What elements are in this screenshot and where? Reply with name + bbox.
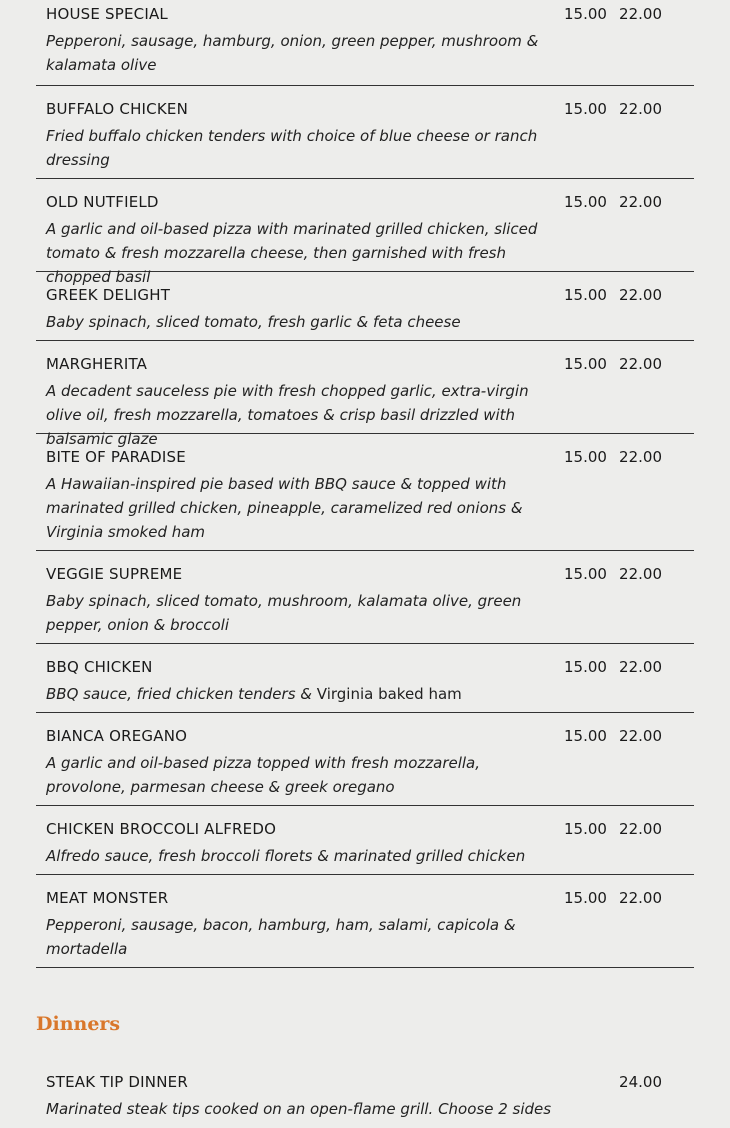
small-price: 15.00: [564, 658, 607, 676]
large-price: 22.00: [619, 193, 662, 211]
menu-item-name: STEAK TIP DINNER: [46, 1073, 188, 1091]
menu-item-description: Alfredo sauce, fresh broccoli florets & marinated grilled chicken: [46, 847, 526, 865]
large-price: 22.00: [619, 820, 662, 838]
description-plain: Virginia baked ham: [316, 685, 462, 703]
small-price: 15.00: [564, 448, 607, 466]
description-italic: BBQ sauce, fried chicken tenders &: [46, 685, 317, 703]
menu-item: [36, 806, 694, 875]
small-price: 15.00: [564, 193, 607, 211]
menu-item: [36, 875, 694, 968]
small-price: 15.00: [564, 889, 607, 907]
menu-item-info: [46, 889, 564, 961]
menu-item-description: Pepperoni, sausage, bacon, hamburg, ham, salami, capicola & mortadella: [46, 916, 516, 958]
small-price: 15.00: [564, 820, 607, 838]
menu-item-name: HOUSE SPECIAL: [46, 5, 168, 23]
large-price: 22.00: [619, 658, 662, 676]
menu-item-description: A decadent sauceless pie with fresh chopped garlic, extra-virgin olive oil, fresh mozzarella, tomatoes & crisp basil drizzled with balsamic glaze: [46, 382, 529, 448]
large-price: 22.00: [619, 565, 662, 583]
large-price: 22.00: [619, 727, 662, 745]
menu-item-description: [46, 682, 564, 706]
menu-item-info: [46, 193, 564, 289]
menu-item: [36, 713, 694, 806]
menu-item-info: [46, 727, 564, 799]
menu-item: [36, 86, 694, 179]
menu-item-name: BBQ CHICKEN: [46, 658, 153, 676]
price: 24.00: [619, 1073, 662, 1091]
menu-item-name: BUFFALO CHICKEN: [46, 100, 188, 118]
menu-item: [36, 0, 694, 86]
menu-item-name: MARGHERITA: [46, 355, 148, 373]
menu-item-description: Pepperoni, sausage, hamburg, onion, green pepper, mushroom & kalamata olive: [46, 32, 539, 74]
pizza-menu-list: [36, 0, 694, 968]
menu-item-description: A garlic and oil-based pizza topped with fresh mozzarella, provolone, parmesan cheese & greek oregano: [46, 754, 481, 796]
menu-item-info: [46, 1073, 564, 1121]
large-price: 22.00: [619, 100, 662, 118]
small-price: 15.00: [564, 727, 607, 745]
large-price: 22.00: [619, 355, 662, 373]
menu-item: [36, 551, 694, 644]
menu-item-name: VEGGIE SUPREME: [46, 565, 183, 583]
menu-item-name: GREEK DELIGHT: [46, 286, 171, 304]
menu-item-description: Fried buffalo chicken tenders with choice of blue cheese or ranch dressing: [46, 127, 538, 169]
menu-item-info: [46, 355, 564, 451]
menu-item-info: [46, 565, 564, 637]
menu-item-description: Marinated steak tips cooked on an open-flame grill. Choose 2 sides: [46, 1100, 552, 1118]
menu-item: [36, 644, 694, 713]
menu-item-description: Baby spinach, sliced tomato, fresh garlic & feta cheese: [46, 313, 461, 331]
large-price: 22.00: [619, 286, 662, 304]
menu-item-description: A Hawaiian-inspired pie based with BBQ sauce & topped with marinated grilled chicken, pineapple, caramelized red onions & Virginia smoked ham: [46, 475, 523, 541]
menu-item-name: OLD NUTFIELD: [46, 193, 159, 211]
menu-item: [36, 179, 694, 286]
menu-item-name: MEAT MONSTER: [46, 889, 169, 907]
menu-item: [36, 1068, 694, 1128]
small-price: 15.00: [564, 565, 607, 583]
menu-item-name: BITE OF PARADISE: [46, 448, 186, 466]
menu-item-description: A garlic and oil-based pizza with marinated grilled chicken, sliced tomato & fresh mozzarella cheese, then garnished with fresh chopped basil: [46, 220, 538, 286]
small-price: 15.00: [564, 5, 607, 23]
menu-item-info: [46, 286, 564, 334]
small-price: 15.00: [564, 355, 607, 373]
section-title-dinners: Dinners: [36, 1013, 121, 1035]
dinner-menu-list: [36, 1068, 694, 1128]
large-price: 22.00: [619, 5, 662, 23]
large-price: 22.00: [619, 448, 662, 466]
menu-item-info: [46, 100, 564, 172]
small-price: 15.00: [564, 100, 607, 118]
menu-item-name: CHICKEN BROCCOLI ALFREDO: [46, 820, 277, 838]
menu-item-info: [46, 658, 564, 706]
large-price: 22.00: [619, 889, 662, 907]
menu-item: [36, 341, 694, 448]
menu-item-info: [46, 820, 564, 868]
menu-item-name: BIANCA OREGANO: [46, 727, 188, 745]
menu-item: [36, 434, 694, 551]
menu-item-description: Baby spinach, sliced tomato, mushroom, kalamata olive, green pepper, onion & broccoli: [46, 592, 522, 634]
menu-item-info: [46, 5, 564, 77]
small-price: 15.00: [564, 286, 607, 304]
menu-item-info: [46, 448, 564, 544]
